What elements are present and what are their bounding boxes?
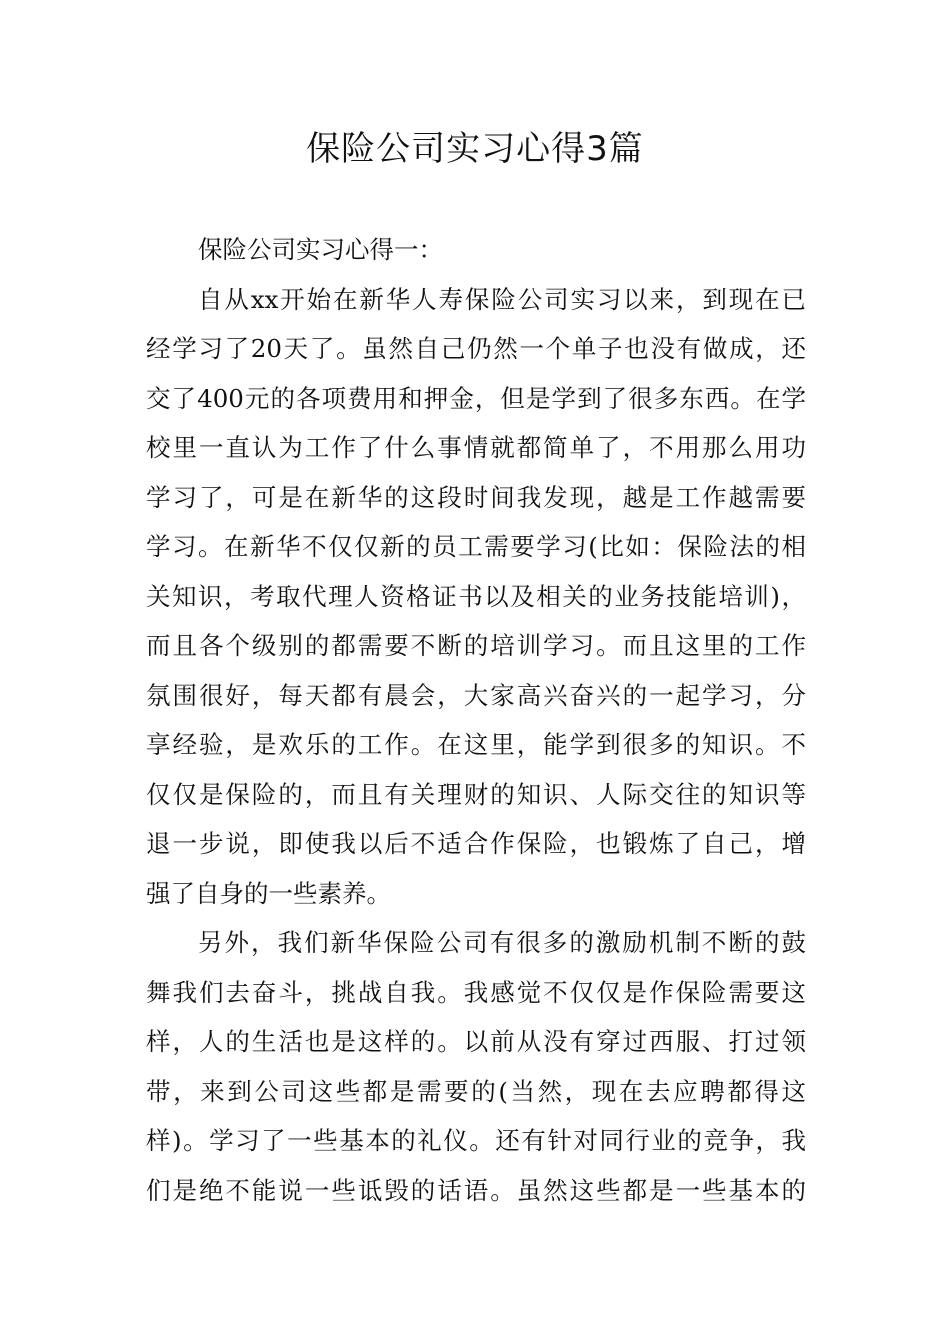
paragraph-line: 校里一直认为工作了什么事情就都简单了，不用那么用功 xyxy=(146,433,806,462)
paragraph-line: 舞我们去奋斗，挑战自我。我感觉不仅仅是作保险需要这 xyxy=(146,977,806,1007)
document-body xyxy=(146,225,806,1215)
paragraph-line: 仅仅是保险的，而且有关理财的知识、人际交往的知识等 xyxy=(146,779,806,809)
paragraph-line: 强了自身的一些素养。 xyxy=(146,878,391,908)
paragraph-line: 交了400元的各项费用和押金，但是学到了很多东西。在学 xyxy=(146,383,806,413)
paragraph-line: 退一步说，即使我以后不适合作保险，也锻炼了自己，增 xyxy=(146,829,806,858)
section-heading: 保险公司实习心得一： xyxy=(198,235,443,264)
paragraph-line: 样)。学习了一些基本的礼仪。还有针对同行业的竞争，我 xyxy=(146,1126,806,1155)
paragraph-line: 学习了，可是在新华的这段时间我发现，越是工作越需要 xyxy=(146,482,806,512)
paragraph-line: 们是绝不能说一些诋毁的话语。虽然这些都是一些基本的 xyxy=(146,1175,806,1205)
paragraph-line: 另外，我们新华保险公司有很多的激励机制不断的鼓 xyxy=(198,928,806,957)
paragraph-line: 享经验，是欢乐的工作。在这里，能学到很多的知识。不 xyxy=(146,730,806,759)
paragraph-line: 经学习了20天了。虽然自己仍然一个单子也没有做成，还 xyxy=(146,334,806,363)
paragraph-line: 氛围很好，每天都有晨会，大家高兴奋兴的一起学习，分 xyxy=(146,680,806,710)
paragraph-line: 样，人的生活也是这样的。以前从没有穿过西服、打过领 xyxy=(146,1027,806,1056)
paragraph-line: 而且各个级别的都需要不断的培训学习。而且这里的工作 xyxy=(146,631,806,660)
paragraph-line: 关知识，考取代理人资格证书以及相关的业务技能培训)， xyxy=(146,581,806,611)
paragraph-line: 带，来到公司这些都是需要的(当然，现在去应聘都得这 xyxy=(146,1076,806,1106)
paragraph-line: 自从xx开始在新华人寿保险公司实习以来，到现在已 xyxy=(198,284,806,314)
paragraph-line: 学习。在新华不仅仅新的员工需要学习(比如：保险法的相 xyxy=(146,532,806,561)
document-title: 保险公司实习心得3篇 xyxy=(306,129,644,169)
